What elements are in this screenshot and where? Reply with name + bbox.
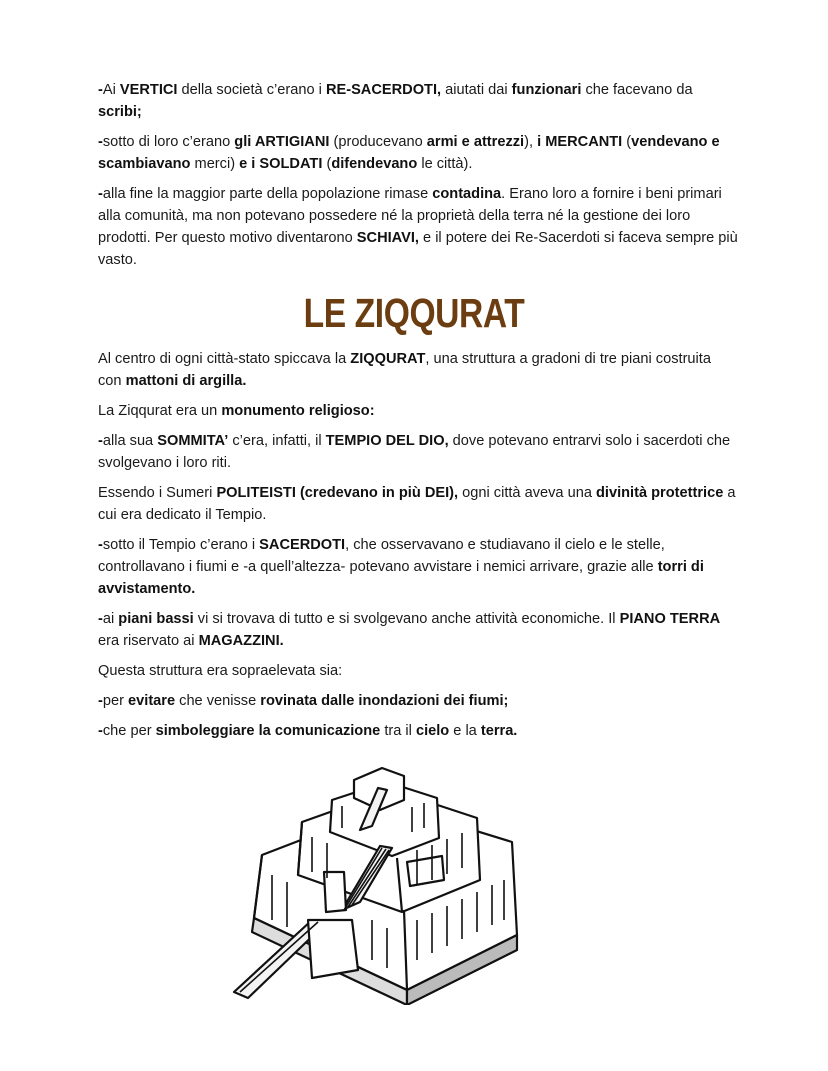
keyword-vertici: VERTICI [119,82,178,98]
paragraph-sacerdoti: -sotto il Tempio c’erano i SACERDOTI, che osservavano e studiavano il cielo e le stelle, controllavano i fiumi e -a quell’altezza- potevano avvistare i nemici arrivare, grazie alle torri di avvistamento. [98,537,704,597]
paragraph-artigiani: -sotto di loro c’erano gli ARTIGIANI (producevano armi e attrezzi), i MERCANTI (vendevano e scambiavano merci) e i SOLDATI (difendevano le città). [98,134,720,172]
keyword-tempio: TEMPIO DEL DIO, [325,433,449,449]
paragraph-simboleggiare: -che per simboleggiare la comunicazione tra il cielo e la terra. [98,723,518,739]
keyword-politeisti: POLITEISTI (credevano in più DEI), [216,485,459,501]
keyword-sommita: SOMMITA’ [157,433,229,449]
paragraph-intro: Al centro di ogni città-stato spiccava la ZIQQURAT, una struttura a gradoni di tre piani costruita con mattoni di argilla. [98,351,711,389]
keyword-armi: armi e attrezzi [426,134,525,150]
dash-marker: - [98,82,103,98]
paragraph-evitare: -per evitare che venisse rovinata dalle inondazioni dei fiumi; [98,693,509,709]
ziqqurat-section [98,348,738,750]
keyword-mercanti: i MERCANTI [537,134,623,150]
keyword-piano-terra: PIANO TERRA [619,611,721,627]
gate-tower [308,920,358,978]
keyword-comunicazione: simboleggiare la comunicazione [155,723,381,739]
keyword-artigiani: gli ARTIGIANI [234,134,330,150]
keyword-monumento: monumento religioso: [221,403,375,419]
paragraph-piani-bassi: -ai piani bassi vi si trovava di tutto e si svolgevano anche attività economiche. Il PIANO TERRA era riservato ai MAGAZZINI. [98,611,721,649]
keyword-torri: torri di avvistamento. [98,559,704,597]
keyword-re-sacerdoti: RE-SACERDOTI, [325,82,442,98]
page-title: LE ZIQQURAT [303,290,525,336]
keyword-ziqqurat: ZIQQURAT [350,351,426,367]
keyword-piani-bassi: piani bassi [118,611,194,627]
keyword-inondazioni: rovinata dalle inondazioni dei fiumi; [260,693,509,709]
paragraph-vertici: -Ai VERTICI della società c’erano i RE-SACERDOTI, aiutati dai funzionari che facevano da scribi; [98,82,693,120]
keyword-scribi: scribi; [98,104,142,120]
keyword-mattoni: mattoni di argilla. [125,373,247,389]
social-hierarchy-section [98,79,738,279]
paragraph-contadina: -alla fine la maggior parte della popolazione rimase contadina. Erano loro a fornire i beni primari alla comunità, ma non potevano possedere né la proprietà della terra né la gestione dei loro prodotti. Per questo motivo diventarono SCHIAVI, e il potere dei Re-Sacerdoti si faceva sempre più vasto. [98,186,738,268]
keyword-terra: terra. [480,723,518,739]
paragraph-politeisti: Essendo i Sumeri POLITEISTI (credevano in più DEI), ogni città aveva una divinità protettrice a cui era dedicato il Tempio. [98,485,736,523]
keyword-contadina: contadina [432,186,502,202]
keyword-vendevano: vendevano e scambiavano [98,134,720,172]
keyword-magazzini: MAGAZZINI. [198,633,284,649]
keyword-difendevano: difendevano [331,156,418,172]
keyword-divinita: divinità protettrice [596,485,724,501]
keyword-soldati: e i SOLDATI [239,156,323,172]
paragraph-monumento: La Ziqqurat era un monumento religioso: [98,403,375,419]
ziggurat-illustration [232,760,532,1005]
paragraph-sommita: -alla sua SOMMITA’ c’era, infatti, il TEMPIO DEL DIO, dove potevano entrarvi solo i sacerdoti che svolgevano i loro riti. [98,433,731,471]
keyword-cielo: cielo [415,723,450,739]
paragraph-sopraelevata: Questa struttura era sopraelevata sia: [98,663,343,679]
keyword-evitare: evitare [128,693,176,709]
keyword-sacerdoti: SACERDOTI [259,537,346,553]
keyword-funzionari: funzionari [511,82,582,98]
keyword-schiavi: SCHIAVI, [356,230,419,246]
